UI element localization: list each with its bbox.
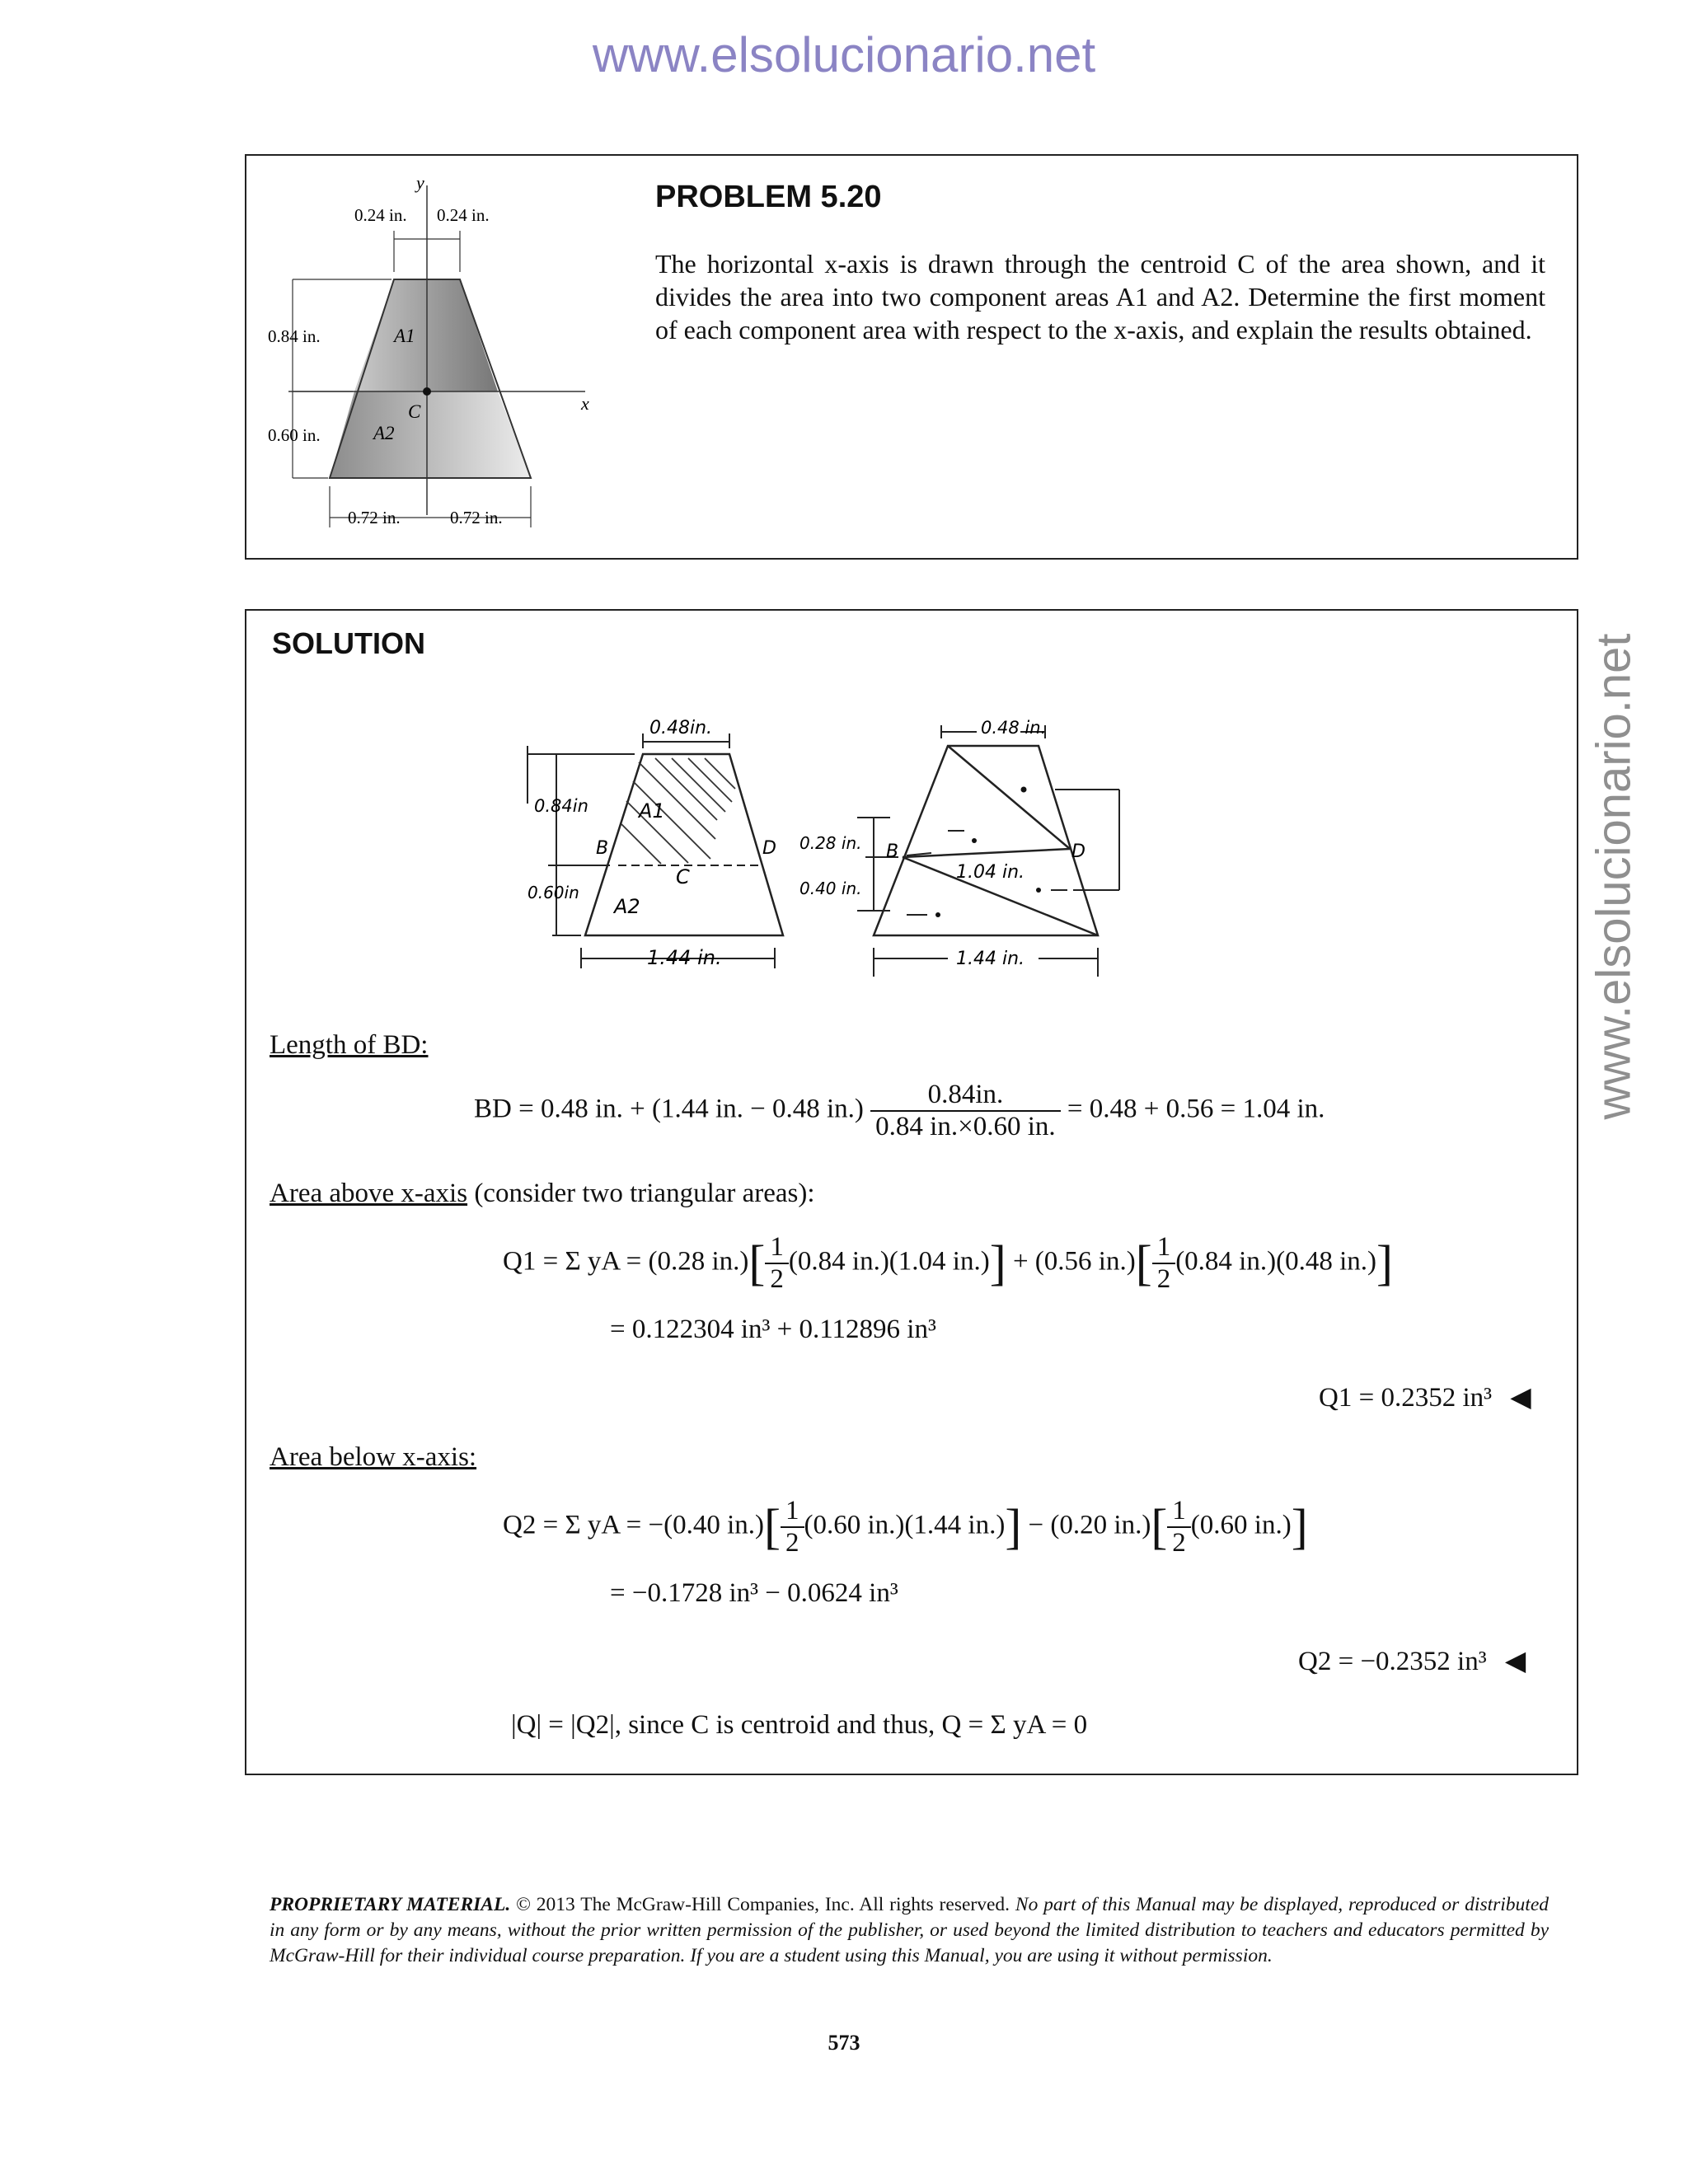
bd-equation <box>474 1080 1325 1142</box>
problem-figure <box>256 169 635 544</box>
bd-num: 0.84in. <box>870 1080 1060 1112</box>
svg-text:0.40 in.: 0.40 in. <box>799 879 862 898</box>
q1-equation: Q1 = Σ yA = (0.28 in.)[ $\frac{1}{2}$ (0.84 in.)(1.04 in.)] + (0.56 in.)[ $\frac{1}{2}$ (0.84 in.)(0.48 in.)] <box>503 1232 1393 1294</box>
q1-result: Q1 = 0.2352 in³ <box>1319 1383 1493 1413</box>
svg-text:0.28 in.: 0.28 in. <box>799 833 862 853</box>
half-num: 1 <box>1152 1232 1176 1264</box>
svg-text:1.44 in.: 1.44 in. <box>647 946 722 969</box>
svg-text:A2: A2 <box>614 895 640 918</box>
half-den: 2 <box>785 1528 799 1558</box>
fig-top-right-dim: 0.24 in. <box>437 205 490 225</box>
q2-mid: − (0.20 in.) <box>1028 1510 1151 1540</box>
q1-half-2 <box>1152 1232 1176 1295</box>
q1-lhs: Q1 = Σ yA = (0.28 in.) <box>503 1246 749 1277</box>
q2-term2: (0.60 in.) <box>1190 1510 1292 1540</box>
svg-text:0.48 in.: 0.48 in. <box>981 718 1047 738</box>
svg-text:0.60in: 0.60in <box>528 883 579 902</box>
solution-sketch-left <box>519 709 816 989</box>
page-number: 573 <box>828 2031 860 2055</box>
half-num: 1 <box>781 1496 804 1528</box>
q1-term2: (0.84 in.)(0.48 in.) <box>1175 1246 1376 1277</box>
fig-lower-height: 0.60 in. <box>268 425 321 445</box>
fig-bottom-left-dim: 0.72 in. <box>348 508 401 527</box>
fig-bottom-right-dim: 0.72 in. <box>450 508 503 527</box>
half-den: 2 <box>770 1264 784 1294</box>
bd-lhs: BD = 0.48 in. + (1.44 in. − 0.48 in.) <box>474 1094 864 1124</box>
above-note: (consider two triangular areas): <box>474 1179 815 1208</box>
svg-text:B: B <box>886 841 899 862</box>
q2-half-2 <box>1167 1496 1191 1558</box>
fig-centroid-label: C <box>408 401 421 422</box>
svg-text:0.48in.: 0.48in. <box>649 718 713 738</box>
bd-rhs: = 0.48 + 0.56 = 1.04 in. <box>1067 1094 1325 1124</box>
fig-area-a2: A2 <box>373 423 395 443</box>
half-num: 1 <box>1167 1496 1191 1528</box>
svg-text:B: B <box>596 838 609 859</box>
q2-lhs: Q2 = Σ yA = −(0.40 in.) <box>503 1510 765 1540</box>
answer-marker: ◀ <box>1504 1647 1526 1676</box>
solution-title: SOLUTION <box>272 626 425 660</box>
q1-term1: (0.84 in.)(1.04 in.) <box>788 1246 990 1277</box>
fig-upper-height: 0.84 in. <box>268 326 321 346</box>
above-label: Area above x-axis <box>270 1179 468 1208</box>
watermark-side-text: www.elsolucionario.net <box>1587 633 1641 1120</box>
svg-text:D: D <box>762 838 776 859</box>
q1-result-line <box>1319 1380 1531 1413</box>
q2-term1: (0.60 in.)(1.44 in.) <box>804 1510 1006 1540</box>
svg-text:1.04 in.: 1.04 in. <box>956 862 1025 883</box>
problem-title: PROBLEM 5.20 <box>655 180 882 214</box>
svg-text:0.84in: 0.84in <box>534 796 588 816</box>
q1-line2: = 0.122304 in³ + 0.112896 in³ <box>610 1315 936 1344</box>
watermark-top: www.elsolucionario.net <box>592 27 1096 82</box>
bd-den: 0.84 in.×0.60 in. <box>875 1112 1056 1141</box>
svg-text:C: C <box>676 865 690 888</box>
above-label-line <box>270 1179 815 1209</box>
problem-text: The horizontal x-axis is drawn through the centroid C of the area shown, and it divides the area into two component areas A1 and A2. Determine the first moment of each component area with respect to the x-axis, and explain the results obtained. <box>655 249 1545 344</box>
q2-half-1 <box>781 1496 804 1558</box>
half-num: 1 <box>765 1232 789 1264</box>
q2-equation: Q2 = Σ yA = −(0.40 in.)[ $\frac{1}{2}$ (0.60 in.)(1.44 in.)] − (0.20 in.)[ $\frac{1}{2}$ (0.60 in.)] <box>503 1496 1308 1558</box>
answer-marker: ◀ <box>1510 1383 1531 1413</box>
solution-sketch-right <box>791 709 1137 989</box>
conclusion: |Q| = |Q2|, since C is centroid and thus, Q = Σ yA = 0 <box>511 1710 1088 1740</box>
area-a2-shape <box>330 391 531 478</box>
q2-line2: = −0.1728 in³ − 0.0624 in³ <box>610 1578 898 1608</box>
below-label: Area below x-axis: <box>270 1442 477 1472</box>
fig-top-left-dim: 0.24 in. <box>354 205 407 225</box>
svg-text:1.44 in.: 1.44 in. <box>956 949 1025 969</box>
bd-fraction <box>870 1080 1060 1142</box>
centroid-point <box>423 387 431 396</box>
q2-result-line <box>1298 1644 1526 1677</box>
footer-lead: PROPRIETARY MATERIAL. <box>270 1894 511 1915</box>
footer-notice: No part of this Manual may be displayed, reproduced or distributed in any form or by any means, without the prior written permission of the publisher, or used beyond the limited distribution to teachers and educators permitted by McGraw-Hill for their individual course preparation. If you are a student using this Manual, you are using it without permission. <box>270 1894 1550 1966</box>
q1-half-1 <box>765 1232 789 1295</box>
svg-text:D: D <box>1071 841 1085 862</box>
fig-y-label: y <box>416 172 424 193</box>
fig-area-a1: A1 <box>394 326 415 346</box>
footer-rights: © 2013 The McGraw-Hill Companies, Inc. All rights reserved. <box>516 1894 1010 1915</box>
half-den: 2 <box>1172 1528 1186 1558</box>
footer <box>270 1892 1549 1969</box>
svg-text:A1: A1 <box>639 799 665 823</box>
q2-result: Q2 = −0.2352 in³ <box>1298 1647 1487 1676</box>
half-den: 2 <box>1156 1264 1171 1294</box>
fig-x-label: x <box>581 393 589 414</box>
q1-mid: + (0.56 in.) <box>1012 1246 1136 1277</box>
bd-label: Length of BD: <box>270 1030 429 1060</box>
